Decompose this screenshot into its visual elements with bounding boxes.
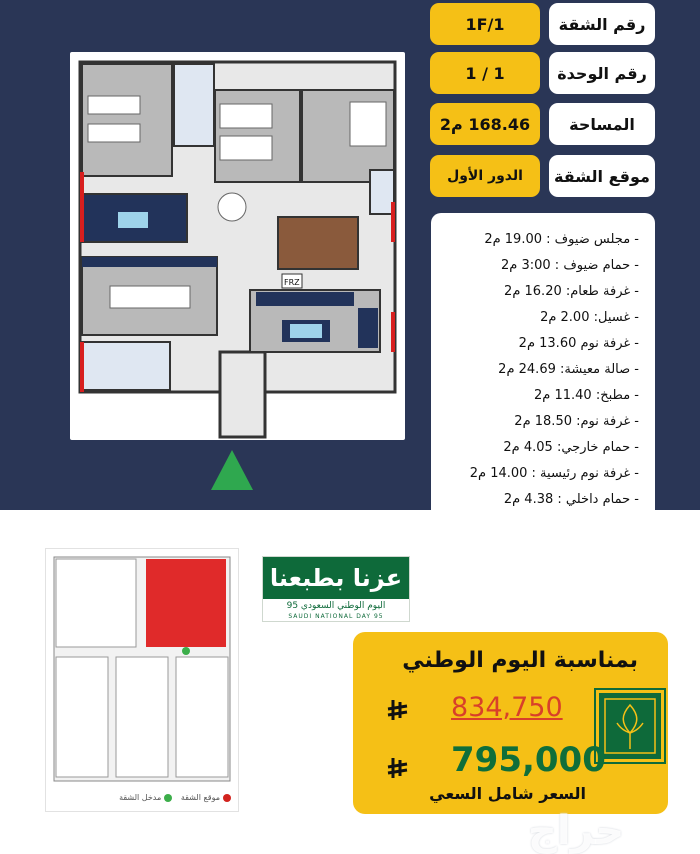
area-row [430, 103, 655, 145]
logo-subtitle: اليوم الوطني السعودي 95 [286, 601, 386, 611]
unit-number-value: 1 / 1 [430, 52, 540, 94]
riyal-icon [385, 698, 409, 724]
legend-item [119, 793, 172, 802]
watermark: حراج [528, 808, 625, 854]
price-note: السعر شامل السعي [429, 784, 586, 803]
area-value: 168.46 م2 [430, 103, 540, 145]
list-item: - غرفة نوم رئيسية : 14.00 م2 [431, 461, 639, 487]
list-item: - حمام ضيوف : 3:00 م2 [431, 253, 639, 279]
riyal-icon [385, 756, 409, 782]
red-dot-icon [223, 794, 231, 802]
list-item: - غسيل: 2.00 م2 [431, 305, 639, 331]
list-item: - صالة معيشة: 24.69 م2 [431, 357, 639, 383]
unit-number-label: رقم الوحدة [549, 52, 655, 94]
logo-title: عزنا بطبعنا [263, 557, 409, 599]
decorative-pattern-icon [596, 690, 664, 762]
freezer-label: FRZ [284, 278, 300, 287]
promo-title: بمناسبة اليوم الوطني [402, 648, 638, 673]
list-item: - حمام خارجي: 4.05 م2 [431, 435, 639, 461]
list-item: - غرفة نوم 13.60 م2 [431, 331, 639, 357]
list-item: - مطبخ: 11.40 م2 [431, 383, 639, 409]
apartment-number-label: رقم الشقة [549, 3, 655, 45]
location-value: الدور الأول [430, 155, 540, 197]
floor-plan [70, 52, 405, 440]
legend-label: مدخل الشقة [119, 793, 162, 802]
list-item: - حمام داخلي : 4.38 م2 [431, 487, 639, 513]
area-label: المساحة [549, 103, 655, 145]
legend-label: موقع الشقة [180, 793, 220, 802]
room-areas-list [431, 213, 655, 531]
apartment-number-row [430, 3, 655, 45]
national-day-logo [262, 556, 410, 622]
new-price: 795,000 [451, 740, 606, 780]
apartment-number-value: 1F/1 [430, 3, 540, 45]
entrance-arrow-icon [209, 448, 255, 492]
unit-number-row [430, 52, 655, 94]
list-item: - غرفة طعام: 16.20 م2 [431, 279, 639, 305]
old-price: 834,750 [451, 692, 563, 723]
logo-english: SAUDI NATIONAL DAY 95 [288, 613, 384, 620]
green-dot-icon [164, 794, 172, 802]
building-site-plan [45, 548, 239, 812]
location-row [430, 155, 655, 197]
location-label: موقع الشقة [549, 155, 655, 197]
site-plan-legend [45, 793, 237, 809]
list-item: - غرفة نوم: 18.50 م2 [431, 409, 639, 435]
list-item: - مجلس ضيوف : 19.00 م2 [431, 227, 639, 253]
legend-item [181, 793, 231, 802]
promo-card [353, 632, 668, 814]
